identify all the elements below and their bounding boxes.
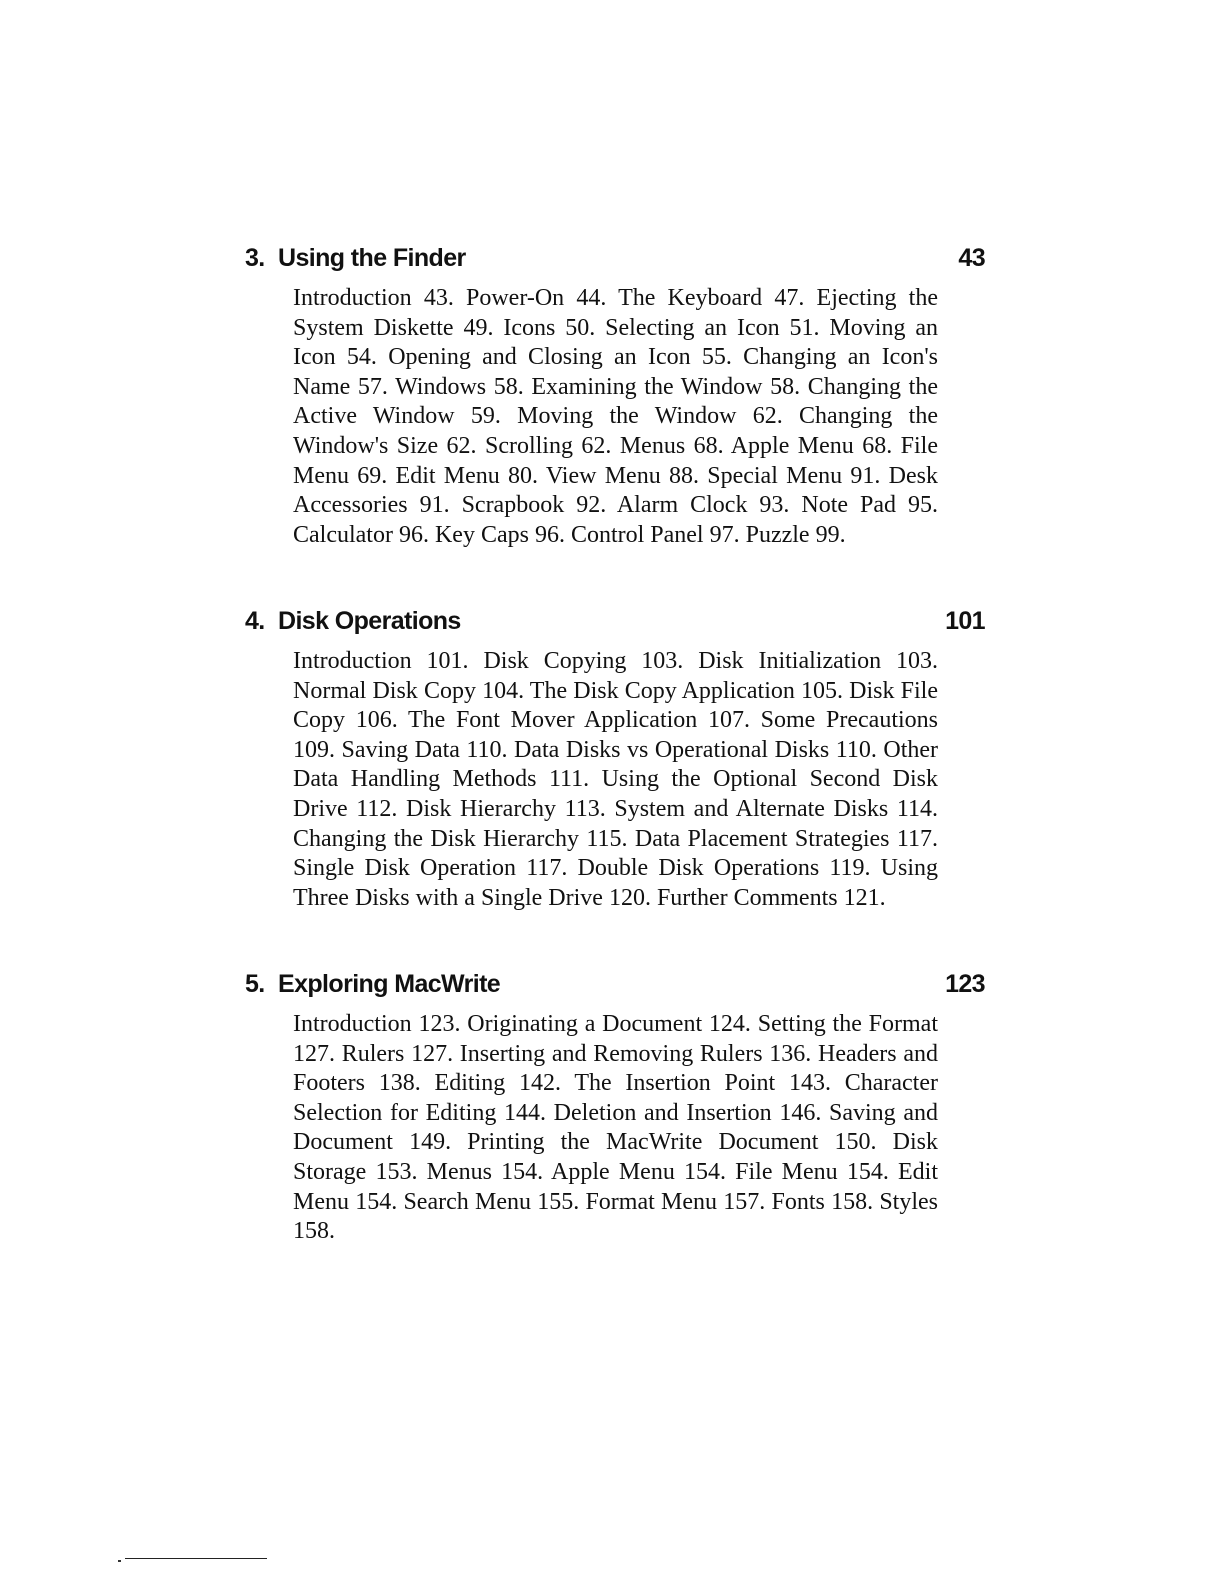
chapter-page-number: 101 xyxy=(945,607,985,635)
chapter-title: Exploring MacWrite xyxy=(278,970,501,998)
footnote-rule xyxy=(125,1558,267,1559)
chapter-number: 3. xyxy=(245,244,265,272)
toc-entry-chapter-5 xyxy=(245,970,985,1245)
chapter-title: Using the Finder xyxy=(278,244,466,272)
chapter-contents: Introduction 43. Power-On 44. The Keyboard 47. Ejecting the System Diskette 49. Icons 50. Selecting an Icon 51. Moving an Icon 54. Opening and Closing an Icon 55. Changing an Icon's Name 57. Windows 58. Examining the Window 58. Changing the Active Window 59. Moving the Window 62. Changing the Window's Size 62. Scrolling 62. Menus 68. Apple Menu 68. File Menu 69. Edit Menu 80. View Menu 88. Special Menu 91. Desk Accessories 91. Scrapbook 92. Alarm Clock 93. Note Pad 95. Calculator 96. Key Caps 96. Control Panel 97. Puzzle 99. xyxy=(293,285,938,548)
chapter-contents: Introduction 123. Originating a Document 124. Setting the Format 127. Rulers 127. Inserting and Removing Rulers 136. Headers and Footers 138. Editing 142. The Insertion Point 143. Character Selection for Editing 144. Deletion and Insertion 146. Saving and Document 149. Printing the MacWrite Document 150. Disk Storage 153. Menus 154. Apple Menu 154. File Menu 154. Edit Menu 154. Search Menu 155. Format Menu 157. Fonts 158. Styles 158. xyxy=(293,1011,938,1245)
chapter-number: 5. xyxy=(245,970,265,998)
chapter-title: Disk Operations xyxy=(278,607,461,635)
toc-entry-chapter-3 xyxy=(245,244,985,548)
chapter-heading xyxy=(245,970,985,1006)
chapter-page-number: 123 xyxy=(945,970,985,998)
chapter-page-number: 43 xyxy=(958,244,985,272)
footnote-mark xyxy=(118,1560,121,1562)
chapter-heading xyxy=(245,244,985,280)
chapter-heading xyxy=(245,607,985,643)
chapter-number: 4. xyxy=(245,607,265,635)
toc-entry-chapter-4 xyxy=(245,607,985,911)
chapter-contents: Introduction 101. Disk Copying 103. Disk Initialization 103. Normal Disk Copy 104. The Disk Copy Application 105. Disk File Copy 106. The Font Mover Application 107. Some Precautions 109. Saving Data 110. Data Disks vs Operational Disks 110. Other Data Handling Methods 111. Using the Optional Second Disk Drive 112. Disk Hierarchy 113. System and Alternate Disks 114. Changing the Disk Hierarchy 115. Data Placement Strategies 117. Single Disk Operation 117. Double Disk Operations 119. Using Three Disks with a Single Drive 120. Further Comments 121. xyxy=(293,648,938,911)
